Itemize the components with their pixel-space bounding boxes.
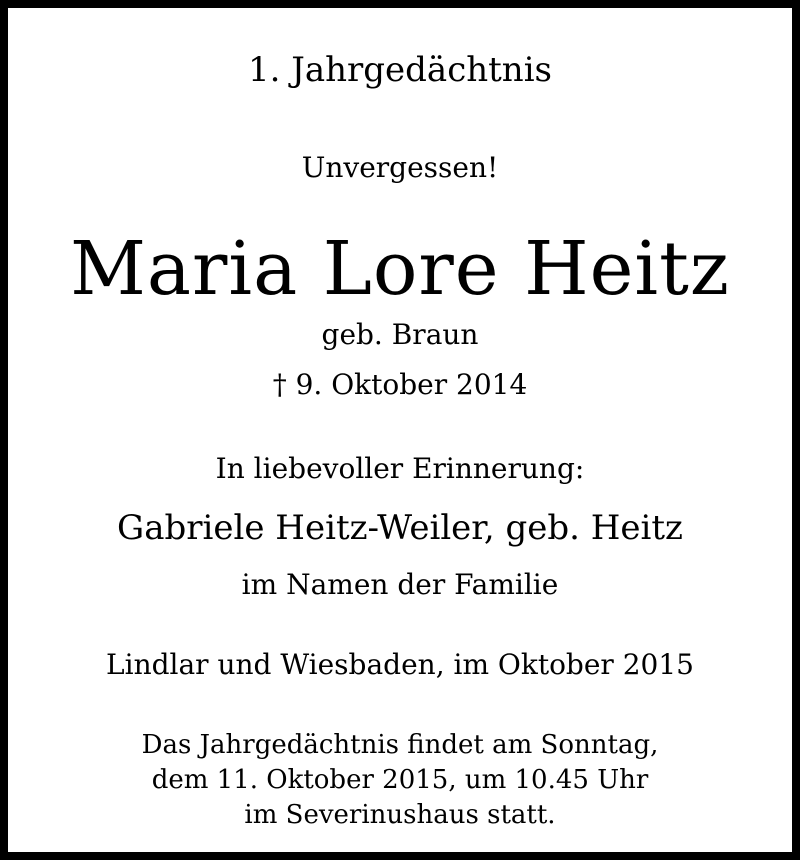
notice-title: 1. Jahrgedächtnis — [247, 50, 553, 90]
service-info-line: im Severinushaus statt. — [244, 800, 556, 830]
deceased-name: Maria Lore Heitz — [70, 226, 730, 312]
service-info — [8, 728, 792, 833]
service-info-line: Das Jahrgedächtnis findet am Sonntag, — [141, 730, 659, 760]
mourner-note: im Namen der Familie — [241, 568, 559, 601]
birth-name: geb. Braun — [321, 318, 479, 351]
death-date: † 9. Oktober 2014 — [272, 368, 528, 401]
place-date: Lindlar und Wiesbaden, im Oktober 2015 — [106, 648, 694, 681]
service-info-line: dem 11. Oktober 2015, um 10.45 Uhr — [151, 765, 649, 795]
notice-subtitle: Unvergessen! — [301, 151, 499, 184]
mourner-name: Gabriele Heitz-Weiler, geb. Heitz — [117, 508, 683, 548]
remembrance-intro: In liebevoller Erinnerung: — [215, 452, 585, 485]
